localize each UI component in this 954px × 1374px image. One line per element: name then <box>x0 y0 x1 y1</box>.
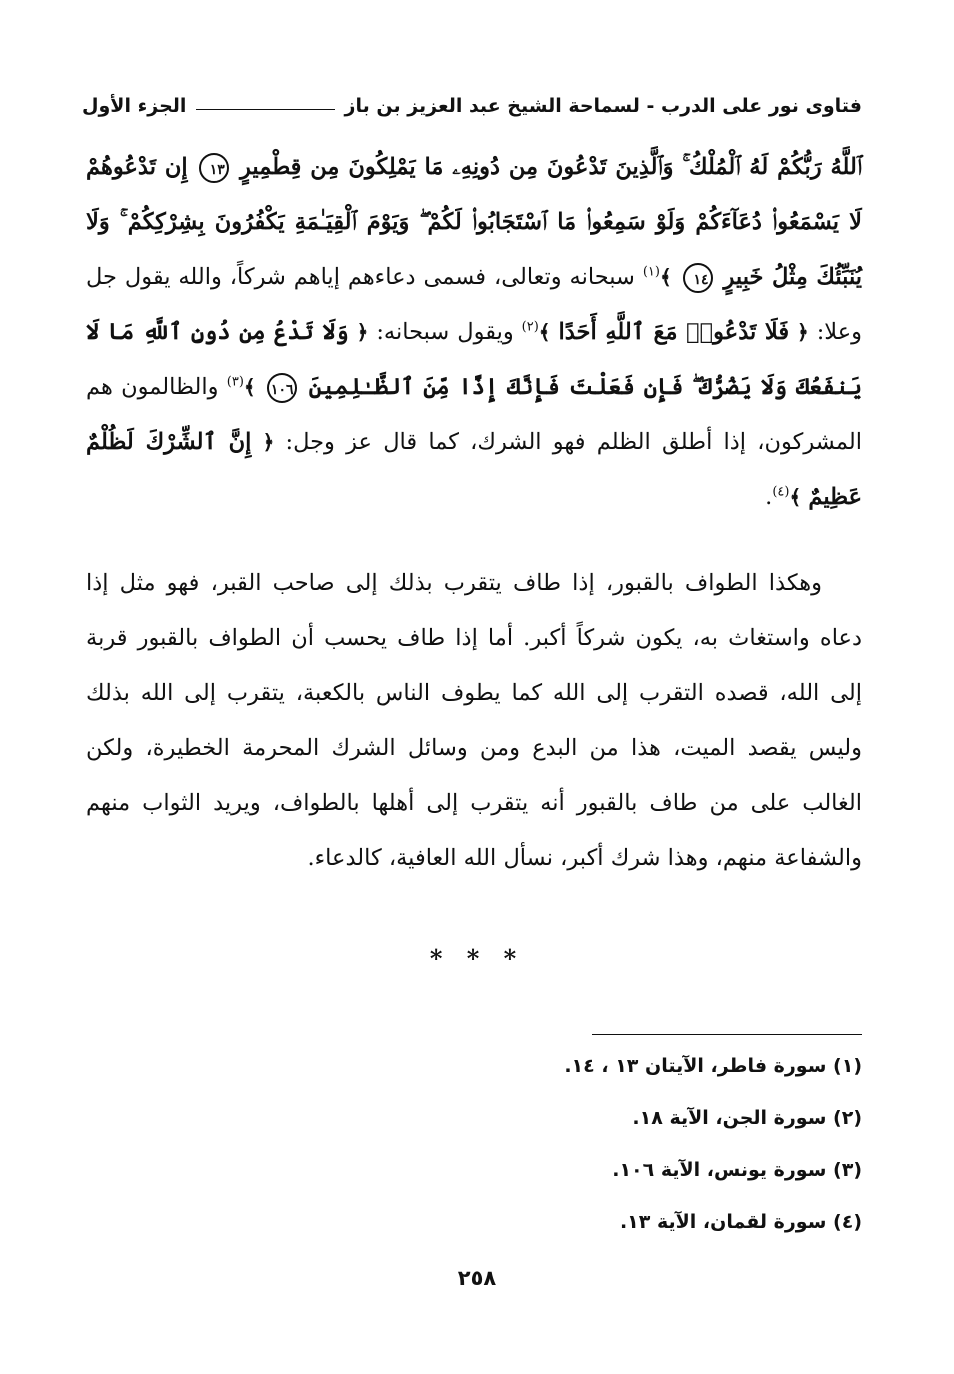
header-rule <box>196 109 334 110</box>
ornate-bracket-close-icon: ﴾ <box>243 375 256 399</box>
quran-verse-4: وَلَا تَدْعُ مِن دُونِ ٱللَّهِ مَا لَا يَنفَعُكَ وَلَا يَضُرُّكَ ۖ فَإِن فَعَلْتَ فَإِنَّكَ إِذًا مِّنَ ٱلظَّـٰلِمِينَ <box>86 319 863 400</box>
ornate-bracket-close-icon: ﴾ <box>659 265 672 289</box>
footnote-ref-2: (٢) <box>521 319 539 335</box>
main-paragraph <box>86 556 862 886</box>
ornate-bracket-open-icon: ﴿ <box>356 320 369 344</box>
footnote-ref-4: (٤) <box>772 484 790 500</box>
footnote-4: (٤) سورة لقمان، الآية ١٣. <box>619 1211 862 1233</box>
sentence-end: . <box>765 484 773 510</box>
section-separator: * * * <box>429 944 525 973</box>
running-header <box>82 88 862 124</box>
quran-verse-3: فَلَا تَدْعُوا۟ مَعَ ٱللَّهِ أَحَدًا <box>558 319 790 345</box>
ornate-bracket-close-icon: ﴾ <box>789 485 802 509</box>
footnotes-list <box>302 1040 862 1248</box>
footnote-1: (١) سورة فاطر، الآيتان ١٣ ، ١٤. <box>564 1055 862 1077</box>
footnote-3: (٣) سورة يونس، الآية ١٠٦. <box>612 1159 862 1181</box>
body-text-2: ويقول سبحانه: <box>376 319 514 345</box>
quran-verse-2: إِن تَدْعُوهُمْ لَا يَسْمَعُوا۟ دُعَآءَكُمْ وَلَوْ سَمِعُوا۟ مَا ٱسْتَجَابُوا۟ لَكُمْ ۖ وَيَوْمَ ٱلْقِيَـٰمَةِ يَكْفُرُونَ بِشِرْكِكُمْ ۚ وَلَا يُنَبِّئُكَ مِثْلُ خَبِيرٍ <box>86 154 863 290</box>
aya-number-106: ١٠٦ <box>267 373 298 403</box>
footnote-rule <box>592 1034 862 1035</box>
header-volume: الجزء الأول <box>82 95 187 117</box>
quran-verse-1: ٱللَّهُ رَبُّكُمْ لَهُ ٱلْمُلْكُ ۚ وَٱلَّذِينَ تَدْعُونَ مِن دُونِهِۦ مَا يَمْلِكُونَ مِن قِطْمِيرٍ <box>239 154 862 180</box>
footnote-ref-3: (٣) <box>226 374 244 390</box>
ornate-bracket-close-icon: ﴾ <box>538 320 551 344</box>
aya-number-14: ١٤ <box>683 263 713 293</box>
paragraph-text: وهكذا الطواف بالقبور، إذا طاف يتقرب بذلك إلى صاحب القبر، فهو مثل إذا دعاه واستغاث به، يكون شركاً أكبر. أما إذا طاف يحسب أن الطواف بالقبور قربة إلى الله، قصده التقرب إلى الله كما يطوف الناس بالكعبة، يتقرب إلى الله بذلك وليس يقصد الميت، هذا من البدع ومن وسائل الشرك المحرمة الخطيرة، ولكن الغالب على من طاف بالقبور أنه يتقرب إلى أهلها بالطواف، ويريد الثواب منهم والشفاعة منهم، وهذا شرك أكبر، نسأل الله العافية، كالدعاء. <box>86 570 862 871</box>
aya-number-13: ١٣ <box>199 153 229 183</box>
verses-passage <box>86 140 862 525</box>
body-text-3: والظالمون هم المشركون، إذا أطلق الظلم فهو الشرك، كما قال عز وجل: <box>86 374 862 455</box>
body-text-1: سبحانه وتعالى، فسمى دعاءهم إياهم شركاً، والله يقول جل وعلا: <box>86 264 863 345</box>
ornate-bracket-open-icon: ﴿ <box>797 320 809 344</box>
ornate-bracket-open-icon: ﴿ <box>262 430 275 454</box>
header-title: فتاوى نور على الدرب - لسماحة الشيخ عبد العزيز بن باز <box>344 95 862 117</box>
page-number: ٢٥٨ <box>457 1266 497 1290</box>
quran-verse-5: إِنَّ ٱلشِّرْكَ لَظُلْمٌ عَظِيمٌ <box>86 429 862 510</box>
footnote-2: (٢) سورة الجن، الآية ١٨. <box>632 1107 862 1129</box>
footnote-ref-1: (١) <box>642 264 660 280</box>
